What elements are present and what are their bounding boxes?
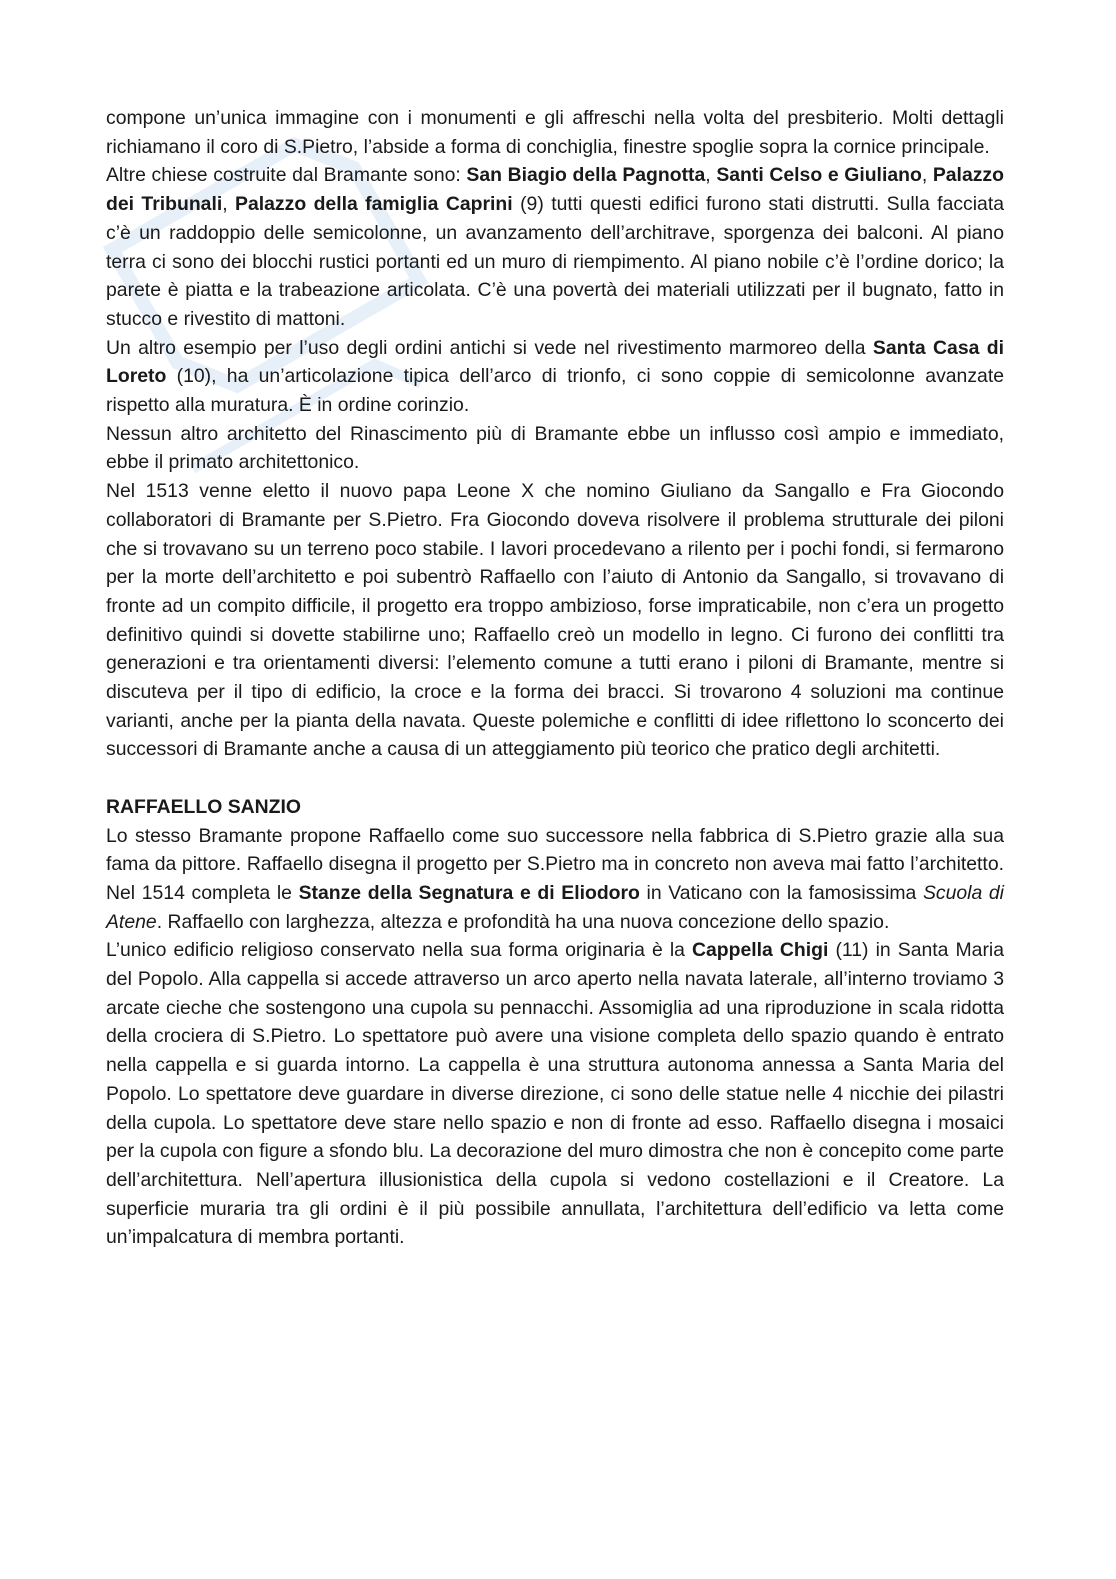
- text-run: Altre chiese costruite dal Bramante sono:: [106, 164, 467, 187]
- paragraph: [106, 161, 1004, 333]
- bold-term: Santi Celso e Giuliano: [716, 164, 922, 187]
- italic-title: Scuola di Atene: [106, 881, 1004, 933]
- bold-term: San Biagio della Pagnotta: [466, 164, 706, 187]
- text-run: Nessun altro architetto del Rinascimento più di Bramante ebbe un influsso così ampio e immediato, ebbe il primato architettonico.: [106, 422, 1004, 474]
- body-text-after: [106, 822, 1004, 1253]
- text-run: ,: [705, 164, 717, 187]
- text-run: ,: [921, 164, 933, 187]
- section-heading: RAFFAELLO SANZIO: [106, 795, 301, 818]
- paragraph: [106, 104, 1004, 161]
- bold-term: Stanze della Segnatura e di Eliodoro: [298, 881, 640, 904]
- bold-term: Cappella Chigi: [692, 939, 829, 962]
- bold-term: Palazzo dei Tribunali: [106, 164, 1004, 216]
- body-text-before: [106, 104, 1004, 764]
- text-run: Nel 1513 venne eletto il nuovo papa Leone X che nomino Giuliano da Sangallo e Fra Giocondo collaboratori di Bramante per S.Pietro. Fra Giocondo doveva risolvere il problema strutturale dei piloni che si trovavano su un terreno poco stabile. I lavori procedevano a rilento per i pochi fondi, si fermarono per la morte dell’architetto e poi subentrò Raffaello con l’aiuto di Antonio da Sangallo, si trovavano di fronte ad un compito difficile, il progetto era troppo ambizioso, forse impraticabile, non c’era un progetto definitivo quindi si dovette stabilirne uno; Raffaello creò un modello in legno. Ci furono dei conflitti tra generazioni e tra orientamenti diversi: l’elemento comune a tutti erano i piloni di Bramante, mentre si discuteva per il tipo di edificio, la croce e la forma dei bracci. Si trovarono 4 soluzioni ma continue varianti, anche per la pianta della navata. Queste polemiche e conflitti di idee riflettono lo sconcerto dei successori di Bramante anche a causa di un atteggiamento più teorico che pratico degli architetti.: [106, 480, 1004, 761]
- text-run: (10), ha un’articolazione tipica dell’arco di trionfo, ci sono coppie di semicolonne avanzate rispetto alla muratura. È in ordine corinzio.: [106, 365, 1004, 417]
- paragraph: [106, 936, 1004, 1252]
- paragraph: [106, 420, 1004, 477]
- blank-line: [106, 764, 1004, 793]
- text-run: compone un’unica immagine con i monumenti e gli affreschi nella volta del presbiterio. Molti dettagli richiamano il coro di S.Pietro, l’abside a forma di conchiglia, finestre spoglie sopra la cornice principale.: [106, 107, 1004, 158]
- text-run: . Raffaello con larghezza, altezza e profondità ha una nuova concezione dello spazio.: [156, 910, 890, 933]
- document-page: [106, 104, 1004, 1252]
- bold-term: Palazzo della famiglia Caprini: [235, 193, 513, 216]
- text-run: L’unico edificio religioso conservato nella sua forma originaria è la: [106, 939, 693, 962]
- text-run: ,: [222, 193, 236, 216]
- paragraph: [106, 822, 1004, 937]
- paragraph: [106, 477, 1004, 764]
- bold-term: Santa Casa di Loreto: [106, 336, 1004, 388]
- text-run: Lo stesso Bramante propone Raffaello come suo successore nella fabbrica di S.Pietro grazie alla sua fama da pittore. Raffaello disegna il progetto per S.Pietro ma in concreto non aveva mai fatto l’architetto. Nel 1514 completa le: [106, 824, 1004, 904]
- text-run: (11) in Santa Maria del Popolo. Alla cappella si accede attraverso un arco aperto nella navata laterale, all’interno troviamo 3 arcate cieche che sostengono una cupola su pennacchi. Assomiglia ad una riproduzione in scala ridotta della crociera di S.Pietro. Lo spettatore può avere una visione completa dello spazio quando è entrato nella cappella e si guarda intorno. La cappella è una struttura autonoma annessa a Santa Maria del Popolo. Lo spettatore deve guardare in diverse direzione, ci sono delle statue nelle 4 nicchie dei pilastri della cupola. Lo spettatore deve stare nello spazio e non di fronte ad esso. Raffaello disegna i mosaici per la cupola con figure a sfondo blu. La decorazione del muro dimostra che non è concepito come parte dell’architettura. Nell’apertura illusionistica della cupola si vedono costellazioni e il Creatore. La superficie muraria tra gli ordini è il più possibile annullata, l’architettura dell’edificio va letta come un’impalcatura di membra portanti.: [106, 939, 1004, 1249]
- text-run: Un altro esempio per l’uso degli ordini antichi si vede nel rivestimento marmoreo della: [106, 336, 873, 359]
- paragraph: [106, 334, 1004, 420]
- text-run: (9) tutti questi edifici furono stati distrutti. Sulla facciata c’è un raddoppio delle semicolonne, un avanzamento dell’architrave, sporgenza dei balconi. Al piano terra ci sono dei blocchi rustici portanti ed un muro di riempimento. Al piano nobile c’è l’ordine dorico; la parete è piatta e la trabeazione articolata. C’è una povertà dei materiali utilizzati per il bugnato, fatto in stucco e rivestito di mattoni.: [106, 193, 1005, 330]
- text-run: in Vaticano con la famosissima: [639, 881, 923, 904]
